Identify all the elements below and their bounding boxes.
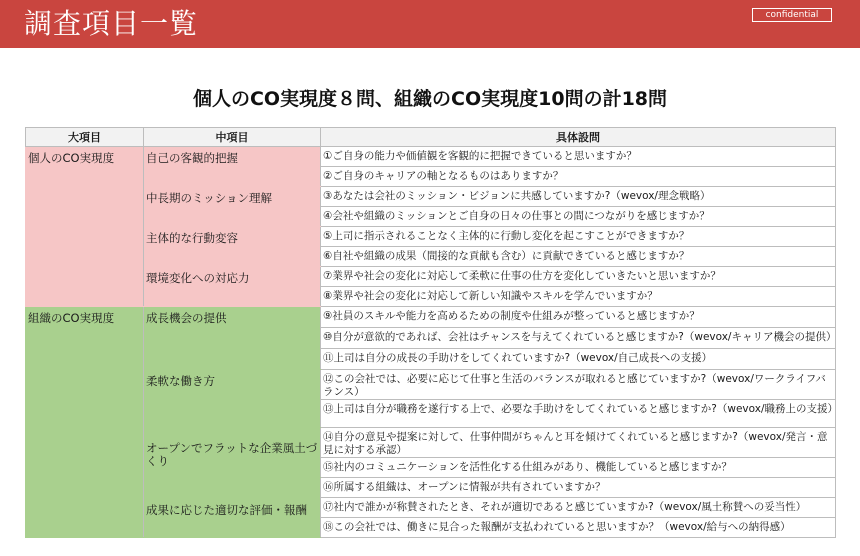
- subcategory-cell: オープンでフラットな企業風土づくり: [144, 428, 321, 478]
- category-cell-organization: 組織のCO実現度: [26, 307, 144, 538]
- table-row: [26, 370, 836, 400]
- question-cell: ⑧業界や社会の変化に対応して新しい知識やスキルを学んでいますか？: [321, 287, 836, 307]
- subcategory-cell: 自己の客観的把握: [144, 147, 321, 187]
- question-cell: ⑭自分の意見や提案に対して、仕事仲間がちゃんと耳を傾けてくれていると感じますか?（wevox/発言・意見に対する承認）: [321, 428, 836, 458]
- question-cell: ④会社や組織のミッションとご自身の日々の仕事との間につながりを感じますか？: [321, 207, 836, 227]
- question-cell: ③あなたは会社のミッション・ビジョンに共感していますか?（wevox/理念戦略）: [321, 187, 836, 207]
- question-cell: ⑨社員のスキルや能力を高めるための制度や仕組みが整っていると感じますか？: [321, 307, 836, 328]
- question-cell: ⑦業界や社会の変化に対応して柔軟に仕事の仕方を変化していきたいと思いますか？: [321, 267, 836, 287]
- question-cell: ⑩自分が意欲的であれば、会社はチャンスを与えてくれていると感じますか?（wevox/キャリア機会の提供）: [321, 328, 836, 349]
- table-row: [26, 227, 836, 247]
- question-cell: ⑬上司は自分が職務を遂行する上で、必要な手助けをしてくれていると感じますか?（wevox/職務上の支援）: [321, 400, 836, 428]
- question-cell: ①ご自身の能力や価値観を客観的に把握できていると思いますか？: [321, 147, 836, 167]
- table-row: [26, 307, 836, 328]
- question-cell: ⑯所属する組織は、オープンに情報が共有されていますか？: [321, 478, 836, 498]
- table-row: [26, 428, 836, 458]
- table-row: [26, 147, 836, 167]
- question-cell: ⑱この会社では、働きに見合った報酬が支払われていると思いますか？（wevox/給与への納得感）: [321, 518, 836, 538]
- category-cell-individual: 個人のCO実現度: [26, 147, 144, 307]
- table-row: [26, 187, 836, 207]
- page-title: 調査項目一覧: [24, 7, 199, 40]
- confidential-badge: confidential: [752, 8, 832, 22]
- title-bar: [0, 0, 860, 48]
- subcategory-cell: 柔軟な働き方: [144, 370, 321, 428]
- subcategory-cell: 中長期のミッション理解: [144, 187, 321, 227]
- question-cell: ⑰社内で誰かが称賛されたとき、それが適切であると感じていますか?（wevox/風土称賛への妥当性）: [321, 498, 836, 518]
- subcategory-cell: 成長機会の提供: [144, 307, 321, 370]
- subcategory-cell: 主体的な行動変容: [144, 227, 321, 267]
- table-row: [26, 267, 836, 287]
- subcategory-cell: 成果に応じた適切な評価・報酬: [144, 478, 321, 538]
- question-cell: ②ご自身のキャリアの軸となるものはありますか？: [321, 167, 836, 187]
- table-header-row: [26, 128, 836, 147]
- question-cell: ⑪上司は自分の成長の手助けをしてくれていますか?（wevox/自己成長への支援）: [321, 349, 836, 370]
- table-row: [26, 478, 836, 498]
- question-cell: ⑫この会社では、必要に応じて仕事と生活のバランスが取れると感じていますか?（wevox/ワークライフバランス）: [321, 370, 836, 400]
- question-cell: ⑤上司に指示されることなく主体的に行動し変化を起こすことができますか？: [321, 227, 836, 247]
- column-header-subcategory: 中項目: [144, 128, 321, 147]
- subcategory-cell: 環境変化への対応力: [144, 267, 321, 307]
- question-cell: ⑮社内のコミュニケーションを活性化する仕組みがあり、機能していると感じますか？: [321, 458, 836, 478]
- question-cell: ⑥自社や組織の成果（間接的な貢献も含む）に貢献できていると感じますか？: [321, 247, 836, 267]
- column-header-category: 大項目: [26, 128, 144, 147]
- slide-subtitle: 個人のCO実現度８問、組織のCO実現度10問の計18問: [192, 88, 668, 110]
- column-header-question: 具体設問: [321, 128, 836, 147]
- survey-items-table: [25, 127, 836, 538]
